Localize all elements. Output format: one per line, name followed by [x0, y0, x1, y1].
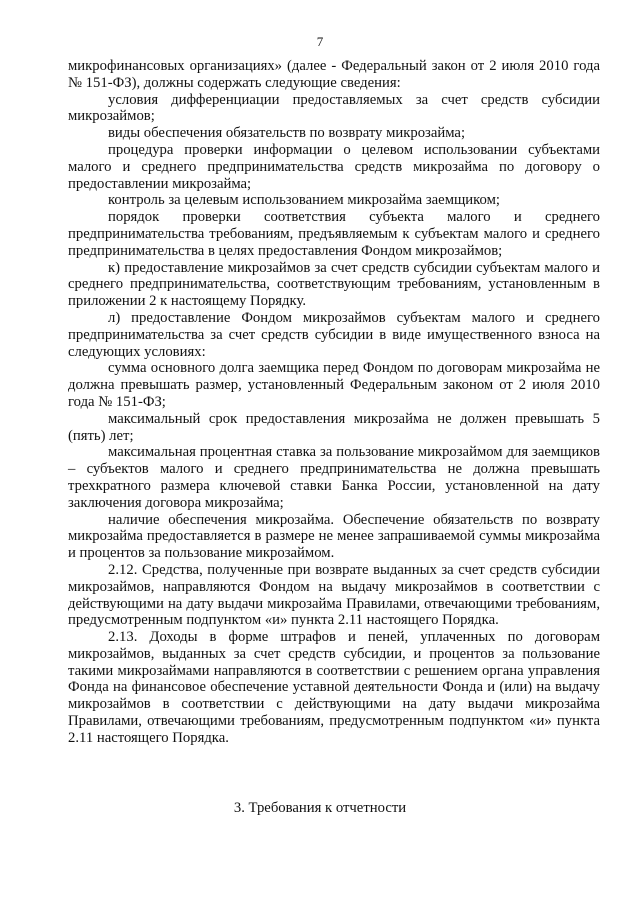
- paragraph: л) предоставление Фондом микрозаймов субъектам малого и среднего предпринимательства за счет средств субсидии в виде имущественного взноса на следующих условиях:: [68, 309, 600, 360]
- paragraph: процедура проверки информации о целевом использовании субъектами малого и среднего предпринимательства средств микрозайма по договору о предоставлении микрозайма;: [68, 141, 600, 192]
- paragraph: максимальная процентная ставка за пользование микрозаймом для заемщиков – субъектов малого и среднего предпринимательства не должна превышать трехкратного размера ключевой ставки Банка России, установленной на дату заключения договора микрозайма;: [68, 444, 600, 511]
- paragraph: 2.12. Средства, полученные при возврате выданных за счет средств субсидии микрозаймов, направляются Фондом на выдачу микрозаймов в соответствии с действующими на дату выдачи микрозайма Правилами, отвечающими требованиям, предусмотренным подпунктом «и» пункта 2.11 настоящего Порядка.: [68, 561, 600, 629]
- paragraph: условия дифференциации предоставляемых за счет средств субсидии микрозаймов;: [68, 91, 600, 125]
- paragraph: контроль за целевым использованием микрозайма заемщиком;: [108, 192, 500, 209]
- paragraph: наличие обеспечения микрозайма. Обеспечение обязательств по возврату микрозайма предоставляется в размере не менее запрашиваемой суммы микрозайма и процентов за пользование микрозаймом.: [68, 511, 600, 562]
- paragraph: порядок проверки соответствия субъекта малого и среднего предпринимательства требованиям, предъявляемым к субъектам малого и среднего предпринимательства в целях предоставления Фондом микрозаймов;: [68, 209, 600, 259]
- section-heading: 3. Требования к отчетности: [233, 800, 407, 816]
- page-number: 7: [316, 34, 324, 49]
- paragraph: максимальный срок предоставления микрозайма не должен превышать 5 (пять) лет;: [68, 410, 600, 444]
- paragraph: микрофинансовых организациях» (далее - Федеральный закон от 2 июля 2010 года № 151-ФЗ), должны содержать следующие сведения:: [68, 58, 600, 91]
- paragraph: к) предоставление микрозаймов за счет средств субсидии субъектам малого и среднего предпринимательства, соответствующим требованиям, установленным в приложении 2 к настоящему Порядку.: [68, 259, 600, 310]
- document-body: [68, 58, 600, 747]
- paragraph: сумма основного долга заемщика перед Фондом по договорам микрозайма не должна превышать размер, установленный Федеральным законом от 2 июля 2010 года № 151-ФЗ;: [68, 360, 600, 410]
- paragraph: виды обеспечения обязательств по возврату микрозайма;: [108, 125, 466, 142]
- paragraph: 2.13. Доходы в форме штрафов и пеней, уплаченных по договорам микрозаймов, выданных за счет средств субсидии, и процентов за пользование такими микрозаймами направляются в соответствии с решением органа управления Фонда на финансовое обеспечение уставной деятельности Фонда и (или) на выдачу микрозаймов в соответствии с действующими на дату выдачи микрозайма Правилами, отвечающими требованиям, предусмотренным подпунктом «и» пункта 2.11 настоящего Порядка.: [68, 629, 600, 746]
